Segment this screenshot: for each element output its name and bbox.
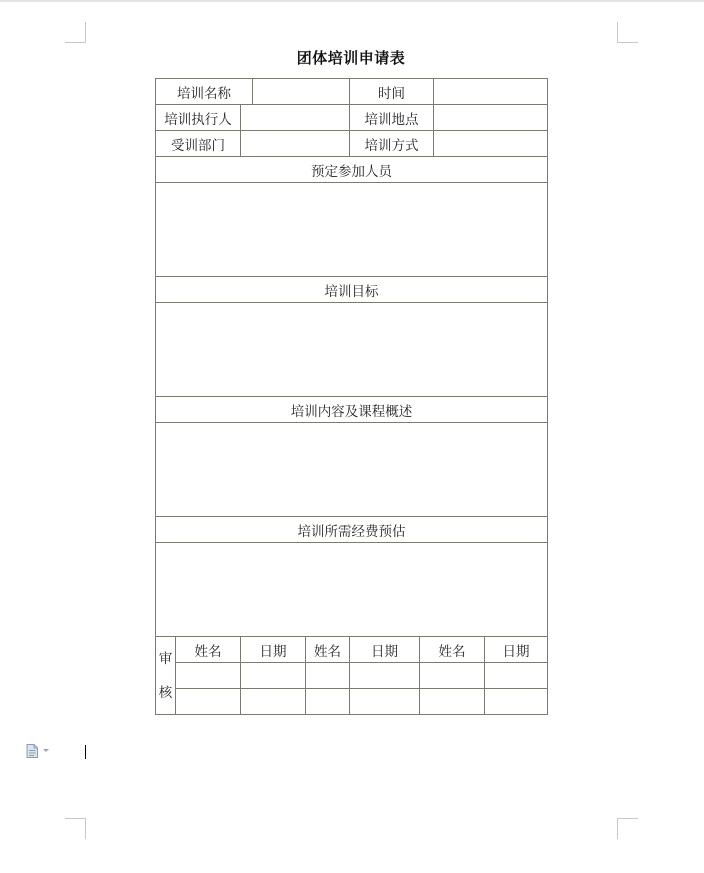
table-row: [156, 517, 548, 543]
page-corner-mark-top-right: [617, 22, 638, 43]
training-goals-content-area[interactable]: [156, 303, 548, 397]
audit-cell[interactable]: [241, 663, 306, 689]
audit-cell[interactable]: [241, 689, 306, 715]
training-method-field[interactable]: [434, 131, 548, 157]
audit-header-name: 姓名: [420, 637, 485, 663]
audit-header-date: 日期: [241, 637, 306, 663]
page-title: 团体培训申请表: [296, 49, 406, 67]
audit-label-cell: [156, 637, 176, 715]
audit-header-name: 姓名: [176, 637, 241, 663]
table-row: [156, 131, 548, 157]
training-goals-section-header: 培训目标: [156, 277, 548, 303]
chevron-down-icon[interactable]: [43, 749, 49, 752]
audit-cell[interactable]: [350, 689, 420, 715]
training-name-label: 培训名称: [156, 79, 253, 105]
training-name-field[interactable]: [253, 79, 350, 105]
table-row: [156, 277, 548, 303]
participants-section-header: 预定参加人员: [156, 157, 548, 183]
page-corner-mark-bottom-right: [617, 818, 638, 839]
time-label: 时间: [350, 79, 434, 105]
page-corner-mark-bottom-left: [65, 818, 86, 839]
audit-cell[interactable]: [176, 689, 241, 715]
audit-header-date: 日期: [350, 637, 420, 663]
audit-cell[interactable]: [420, 663, 485, 689]
audit-cell[interactable]: [306, 663, 350, 689]
text-cursor: [85, 745, 86, 759]
audit-label-char: 核: [158, 684, 173, 701]
training-location-label: 培训地点: [350, 105, 434, 131]
table-row: [156, 183, 548, 277]
table-row: [156, 303, 548, 397]
trainee-department-field[interactable]: [241, 131, 350, 157]
table-row: [156, 637, 548, 663]
table-row: [156, 663, 548, 689]
budget-section-header: 培训所需经费预估: [156, 517, 548, 543]
training-location-field[interactable]: [434, 105, 548, 131]
time-field[interactable]: [434, 79, 548, 105]
audit-cell[interactable]: [306, 689, 350, 715]
trainee-department-label: 受训部门: [156, 131, 241, 157]
course-overview-section-header: 培训内容及课程概述: [156, 397, 548, 423]
audit-label-char: 审: [158, 650, 173, 667]
audit-cell[interactable]: [485, 663, 548, 689]
table-row: [156, 105, 548, 131]
audit-header-date: 日期: [485, 637, 548, 663]
table-row: [156, 543, 548, 637]
table-row: [156, 79, 548, 105]
audit-cell[interactable]: [350, 663, 420, 689]
training-executor-field[interactable]: [241, 105, 350, 131]
table-row: [156, 689, 548, 715]
top-divider: [0, 0, 704, 2]
audit-header-name: 姓名: [306, 637, 350, 663]
training-executor-label: 培训执行人: [156, 105, 241, 131]
participants-content-area[interactable]: [156, 183, 548, 277]
table-row: [156, 397, 548, 423]
audit-cell[interactable]: [176, 663, 241, 689]
training-method-label: 培训方式: [350, 131, 434, 157]
budget-content-area[interactable]: [156, 543, 548, 637]
application-form-table: [155, 78, 548, 715]
audit-cell[interactable]: [485, 689, 548, 715]
audit-cell[interactable]: [420, 689, 485, 715]
page-corner-mark-top-left: [65, 22, 86, 43]
document-icon[interactable]: [26, 744, 38, 758]
table-row: [156, 157, 548, 183]
table-row: [156, 423, 548, 517]
course-overview-content-area[interactable]: [156, 423, 548, 517]
